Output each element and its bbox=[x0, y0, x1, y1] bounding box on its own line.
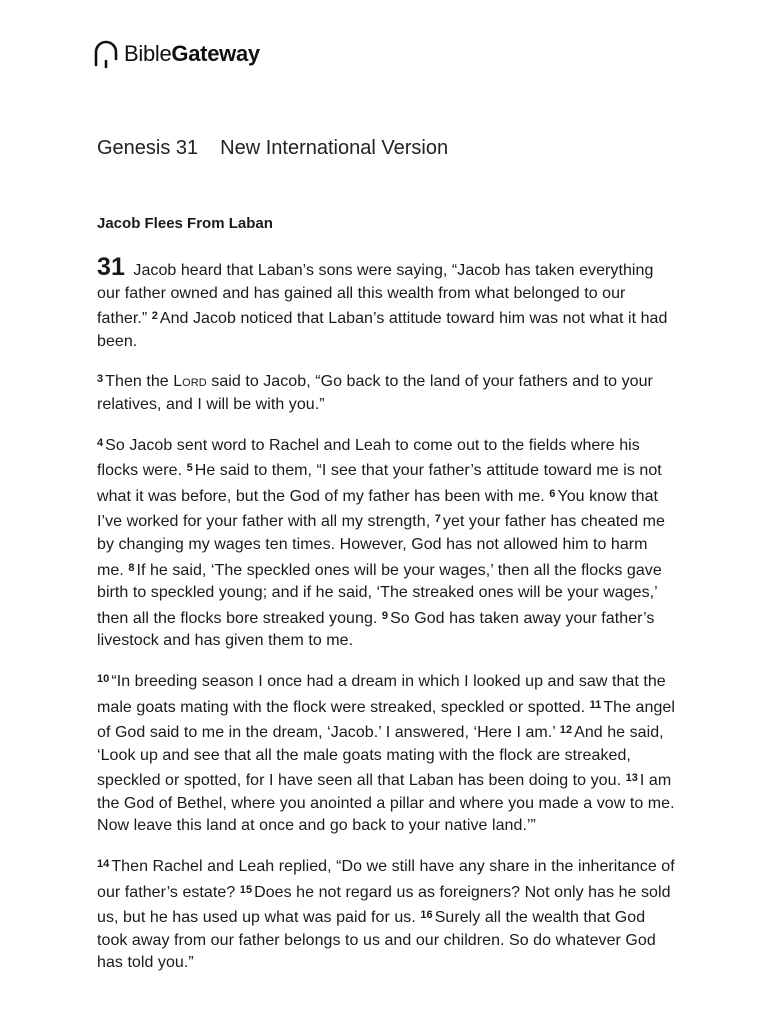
brand-name-bold: Gateway bbox=[171, 41, 260, 66]
verse-text: Then the bbox=[105, 373, 174, 391]
verse-number: 15 bbox=[239, 883, 253, 896]
passage-reference: Genesis 31 bbox=[97, 137, 199, 159]
passage-version: New International Version bbox=[220, 137, 449, 159]
verse-text: The angel of God said to me in the dream, ‘Jacob.’ I answered, ‘Here I am.’ bbox=[97, 698, 675, 742]
verse-number: 8 bbox=[128, 561, 135, 574]
verse-text: You know that I’ve worked for your father with all my strength, bbox=[97, 487, 659, 531]
verse-number: 14 bbox=[97, 858, 110, 871]
verse-number: 13 bbox=[625, 772, 638, 785]
verse-text: Jacob heard that Laban’s sons were saying, “Jacob has taken everything our father owned and has gained all this wealth from what belonged to our father.” bbox=[97, 262, 654, 328]
paragraph bbox=[97, 668, 677, 838]
verse-number: 11 bbox=[589, 698, 602, 711]
brand-name bbox=[124, 41, 260, 67]
verse-text: said to Jacob, “Go back to the land of your fathers and to your relatives, and I will be with you.” bbox=[97, 373, 653, 413]
paragraph bbox=[97, 432, 677, 653]
verse-text: If he said, ‘The speckled ones will be your wages,’ then all the flocks gave birth to speckled young; and if he said, ‘The streaked ones will be your wages,’ then all the flocks bore streaked young. bbox=[97, 561, 662, 627]
verse-number: 3 bbox=[97, 373, 104, 386]
verse-text: “In breeding season I once had a dream in which I looked up and saw that the male goats mating with the flock were streaked, speckled or spotted. bbox=[97, 672, 666, 716]
verse-text: yet your father has cheated me by changing my wages ten times. However, God has not allowed him to harm me. bbox=[97, 513, 665, 579]
verse-number: 2 bbox=[151, 310, 158, 323]
passage-title bbox=[97, 137, 448, 160]
verse-text: Then Rachel and Leah replied, “Do we still have any share in the inheritance of our father’s estate? bbox=[97, 858, 675, 901]
verse-number: 16 bbox=[420, 909, 433, 922]
verse-text: So Jacob sent word to Rachel and Leah to come out to the fields where his flocks were. bbox=[97, 436, 640, 480]
verse-number: 5 bbox=[186, 462, 193, 475]
verse-text: Surely all the wealth that God took away from our father belongs to us and our children. So do whatever God has told you.” bbox=[97, 909, 656, 972]
paragraph bbox=[97, 253, 677, 353]
verse-number: 7 bbox=[434, 513, 441, 526]
paragraph bbox=[97, 853, 677, 975]
verse-text: And Jacob noticed that Laban’s attitude toward him was not what it had been. bbox=[97, 310, 668, 350]
verse-text: Does he not regard us as foreigners? Not only has he sold us, but he has used up what was paid for us. bbox=[97, 883, 671, 927]
verse-number: 6 bbox=[549, 487, 556, 500]
verse-number: 9 bbox=[381, 609, 389, 622]
verse-number: 12 bbox=[559, 724, 573, 737]
brand-name-light: Bible bbox=[124, 41, 172, 66]
verse-text: I am the God of Bethel, where you anointed a pillar and where you made a vow to me. Now leave this land at once and go back to your native land.’” bbox=[97, 772, 675, 835]
verse-number: 10 bbox=[97, 672, 110, 685]
verse-text: He said to them, “I see that your father’s attitude toward me is not what it was before, but the God of my father has been with me. bbox=[97, 462, 662, 505]
paragraph bbox=[97, 368, 677, 416]
biblegateway-logo[interactable] bbox=[92, 38, 260, 70]
verse-text: So God has taken away your father’s livestock and has given them to me. bbox=[97, 609, 655, 650]
verse-number: 4 bbox=[97, 436, 104, 449]
section-heading: Jacob Flees From Laban bbox=[97, 215, 273, 232]
gateway-arch-icon bbox=[92, 39, 120, 69]
divine-name: Lord bbox=[173, 373, 207, 391]
passage-text bbox=[97, 213, 677, 990]
chapter-number: 31 bbox=[97, 253, 125, 281]
verse-text: And he said, ‘Look up and see that all the male goats mating with the flock are streaked, speckled or spotted, for I have seen all that Laban has been doing to you. bbox=[97, 724, 664, 790]
